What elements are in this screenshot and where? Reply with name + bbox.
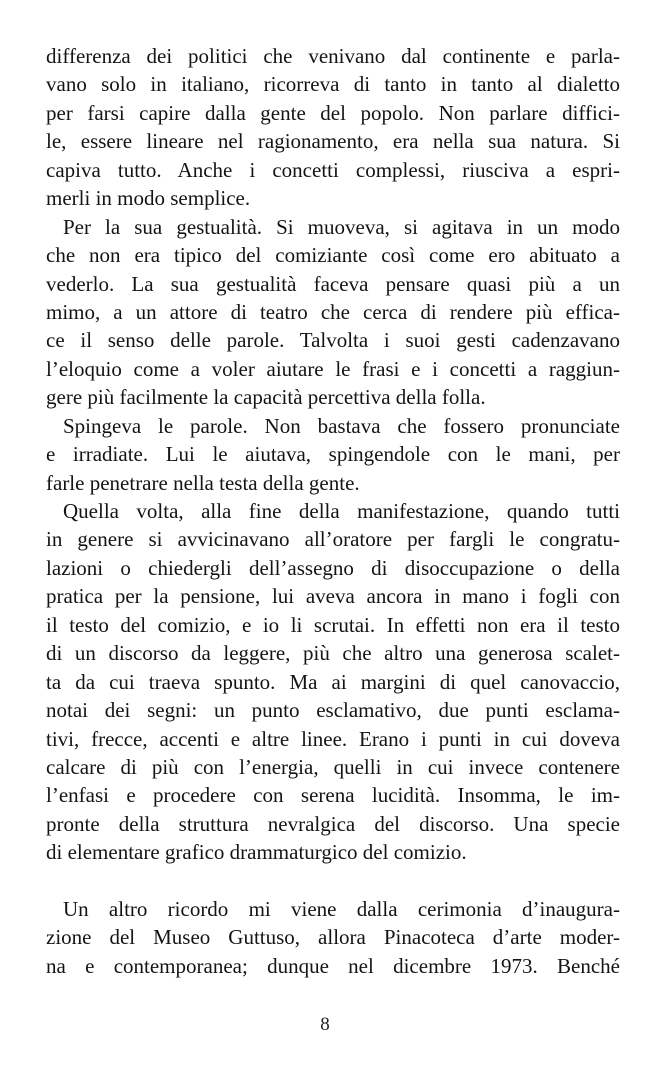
- text-line: calcare di più con l’energia, quelli in cui invece contenere: [46, 754, 620, 779]
- text-line: notai dei segni: un punto esclamativo, due punti esclama-: [46, 698, 620, 723]
- text-line: le, essere lineare nel ragionamento, era nella sua natura. Si: [46, 129, 620, 154]
- paragraph: [46, 213, 620, 412]
- text-line: Quella volta, alla fine della manifestazione, quando tutti: [63, 499, 620, 523]
- paragraph: [46, 42, 620, 213]
- text-line: vano solo in italiano, ricorreva di tanto in tanto al dialetto: [46, 72, 620, 97]
- text-line: Per la sua gestualità. Si muoveva, si agitava in un modo: [63, 214, 620, 239]
- text-line: farle penetrare nella testa della gente.: [46, 470, 360, 495]
- text-line: Spingeva le parole. Non bastava che fossero pronunciate: [63, 413, 620, 438]
- text-line: tivi, frecce, accenti e altre linee. Erano i punti in cui doveva: [46, 726, 620, 751]
- text-line: ce il senso delle parole. Talvolta i suoi gesti cadenzavano: [46, 328, 620, 353]
- text-line: ta da cui traeva spunto. Ma ai margini di quel canovaccio,: [46, 669, 620, 694]
- text-line: e irradiate. Lui le aiutava, spingendole con le mani, per: [46, 442, 620, 467]
- text-line: per farsi capire dalla gente del popolo. Non parlare diffici-: [46, 100, 620, 125]
- paragraph: [46, 412, 620, 497]
- section-break: [46, 867, 620, 895]
- text-line: capiva tutto. Anche i concetti complessi, riusciva a espri-: [46, 157, 620, 182]
- text-line: zione del Museo Guttuso, allora Pinacoteca d’arte moder-: [46, 925, 620, 950]
- text-line: in genere si avvicinavano all’oratore per fargli le congratu-: [46, 527, 620, 552]
- text-line: pronte della struttura nevralgica del discorso. Una specie: [46, 811, 620, 836]
- text-line: di elementare grafico drammaturgico del comizio.: [46, 840, 467, 865]
- paragraph: [46, 895, 620, 980]
- text-line: che non era tipico del comiziante così come ero abituato a: [46, 243, 620, 268]
- text-line: il testo del comizio, e io li scrutai. In effetti non era il testo: [46, 612, 620, 637]
- text-line: mimo, a un attore di teatro che cerca di rendere più effica-: [46, 299, 620, 324]
- text-line: Un altro ricordo mi viene dalla cerimonia d’inaugura-: [63, 896, 620, 921]
- paragraph: [46, 497, 620, 867]
- text-line: vederlo. La sua gestualità faceva pensare quasi più a un: [46, 271, 620, 296]
- page-number: 8: [320, 1014, 330, 1035]
- text-line: lazioni o chiedergli dell’assegno di disoccupazione o della: [46, 555, 620, 580]
- text-line: di un discorso da leggere, più che altro una generosa scalet-: [46, 641, 620, 666]
- text-line: gere più facilmente la capacità percettiva della folla.: [46, 385, 486, 410]
- text-line: differenza dei politici che venivano dal continente e parla-: [46, 44, 620, 68]
- text-line: l’eloquio come a voler aiutare le frasi e i concetti a raggiun-: [46, 356, 620, 381]
- body-text: [46, 42, 620, 980]
- text-line: merli in modo semplice.: [46, 186, 251, 211]
- text-line: l’enfasi e procedere con serena lucidità. Insomma, le im-: [46, 783, 620, 808]
- text-line: na e contemporanea; dunque nel dicembre 1973. Benché: [46, 953, 620, 978]
- text-line: pratica per la pensione, lui aveva ancora in mano i fogli con: [46, 584, 620, 609]
